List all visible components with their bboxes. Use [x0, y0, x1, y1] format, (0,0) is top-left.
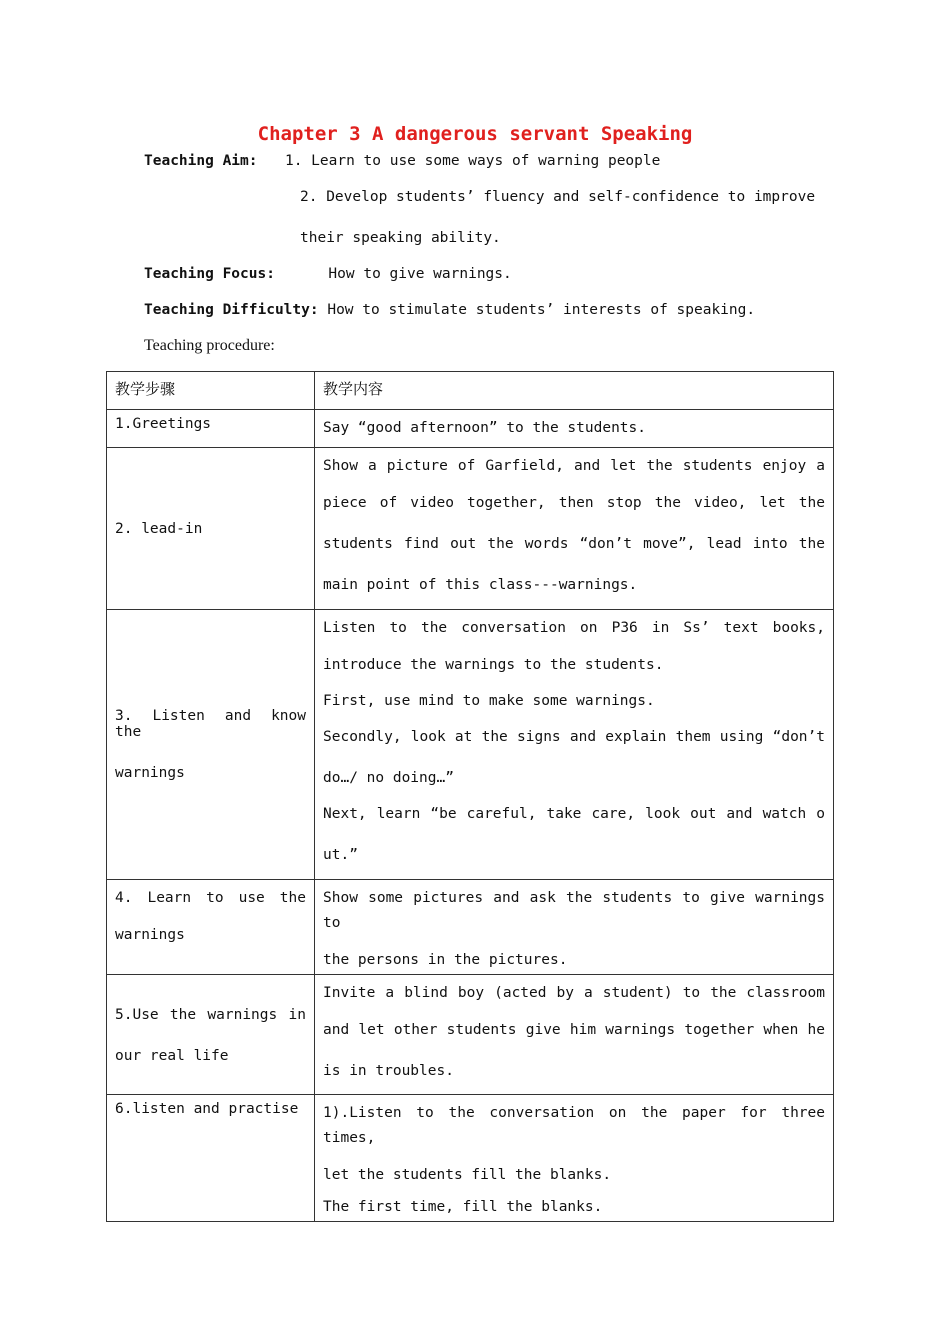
table-row — [107, 448, 834, 610]
content-line: students find out the words “don’t move”, lead into the — [323, 536, 825, 552]
content-line: Show some pictures and ask the students to give warnings to — [323, 890, 825, 931]
row-step: 6.listen and practise — [107, 1095, 315, 1222]
row-content — [315, 975, 834, 1095]
header-content: 教学内容 — [315, 372, 834, 410]
teaching-focus-label: Teaching Focus: — [144, 266, 275, 282]
row-step — [107, 610, 315, 880]
table-header-row — [107, 372, 834, 410]
teaching-focus-text: How to give warnings. — [328, 266, 512, 282]
content-line: introduce the warnings to the students. — [323, 657, 664, 673]
teaching-aim-item-2a: 2. Develop students’ fluency and self-confidence to improve — [300, 189, 816, 205]
row-step: 2. lead-in — [107, 448, 315, 610]
table-row — [107, 880, 834, 975]
step-line: 3. Listen and know the — [115, 708, 306, 740]
table-row — [107, 410, 834, 448]
step-line: our real life — [115, 1048, 229, 1064]
table-row — [107, 610, 834, 880]
content-line: is in troubles. — [323, 1063, 454, 1079]
teaching-difficulty-line — [144, 302, 755, 318]
row-step — [107, 880, 315, 975]
table-row — [107, 1095, 834, 1222]
content-line: main point of this class---warnings. — [323, 577, 638, 593]
step-line: warnings — [115, 927, 185, 943]
content-line: The first time, fill the blanks. — [323, 1199, 603, 1215]
header-step: 教学步骤 — [107, 372, 315, 410]
row-step — [107, 975, 315, 1095]
teaching-difficulty-label: Teaching Difficulty: — [144, 302, 319, 318]
teaching-aim-line — [144, 153, 660, 169]
teaching-aim-label: Teaching Aim: — [144, 153, 258, 169]
page-title: Chapter 3 A dangerous servant Speaking — [257, 123, 693, 145]
content-line: and let other students give him warnings together when he — [323, 1022, 825, 1038]
content-line: Show a picture of Garfield, and let the students enjoy a — [323, 458, 825, 474]
content-line: Next, learn “be careful, take care, look out and watch o — [323, 806, 825, 822]
content-line: Invite a blind boy (acted by a student) to the classroom — [323, 985, 825, 1001]
row-step: 1.Greetings — [107, 410, 315, 448]
row-content — [315, 448, 834, 610]
content-line: piece of video together, then stop the video, let the — [323, 495, 825, 511]
row-content — [315, 610, 834, 880]
teaching-difficulty-text: How to stimulate students’ interests of speaking. — [327, 302, 756, 318]
teaching-aim-item-2b: their speaking ability. — [300, 230, 501, 246]
content-line: First, use mind to make some warnings. — [323, 693, 655, 709]
content-line: do…/ no doing…” — [323, 770, 454, 786]
row-content — [315, 410, 834, 448]
teaching-focus-line — [144, 266, 512, 282]
procedure-table — [106, 371, 834, 1222]
step-line: 4. Learn to use the — [115, 890, 306, 906]
content-line: let the students fill the blanks. — [323, 1167, 612, 1183]
step-line: warnings — [115, 765, 185, 781]
content-line: Listen to the conversation on P36 in Ss’ text books, — [323, 620, 825, 636]
content-line: the persons in the pictures. — [323, 952, 568, 968]
step-line: 5.Use the warnings in — [115, 1007, 306, 1023]
procedure-label: Teaching procedure: — [144, 337, 275, 354]
row-content — [315, 1095, 834, 1222]
content-line: Secondly, look at the signs and explain them using “don’t — [323, 729, 825, 745]
content-line: 1).Listen to the conversation on the paper for three times, — [323, 1105, 825, 1146]
teaching-aim-item-1: 1. Learn to use some ways of warning people — [284, 153, 661, 169]
content-line: ut.” — [323, 847, 358, 863]
row-content — [315, 880, 834, 975]
table-row — [107, 975, 834, 1095]
content-line: Say “good afternoon” to the students. — [323, 420, 647, 436]
